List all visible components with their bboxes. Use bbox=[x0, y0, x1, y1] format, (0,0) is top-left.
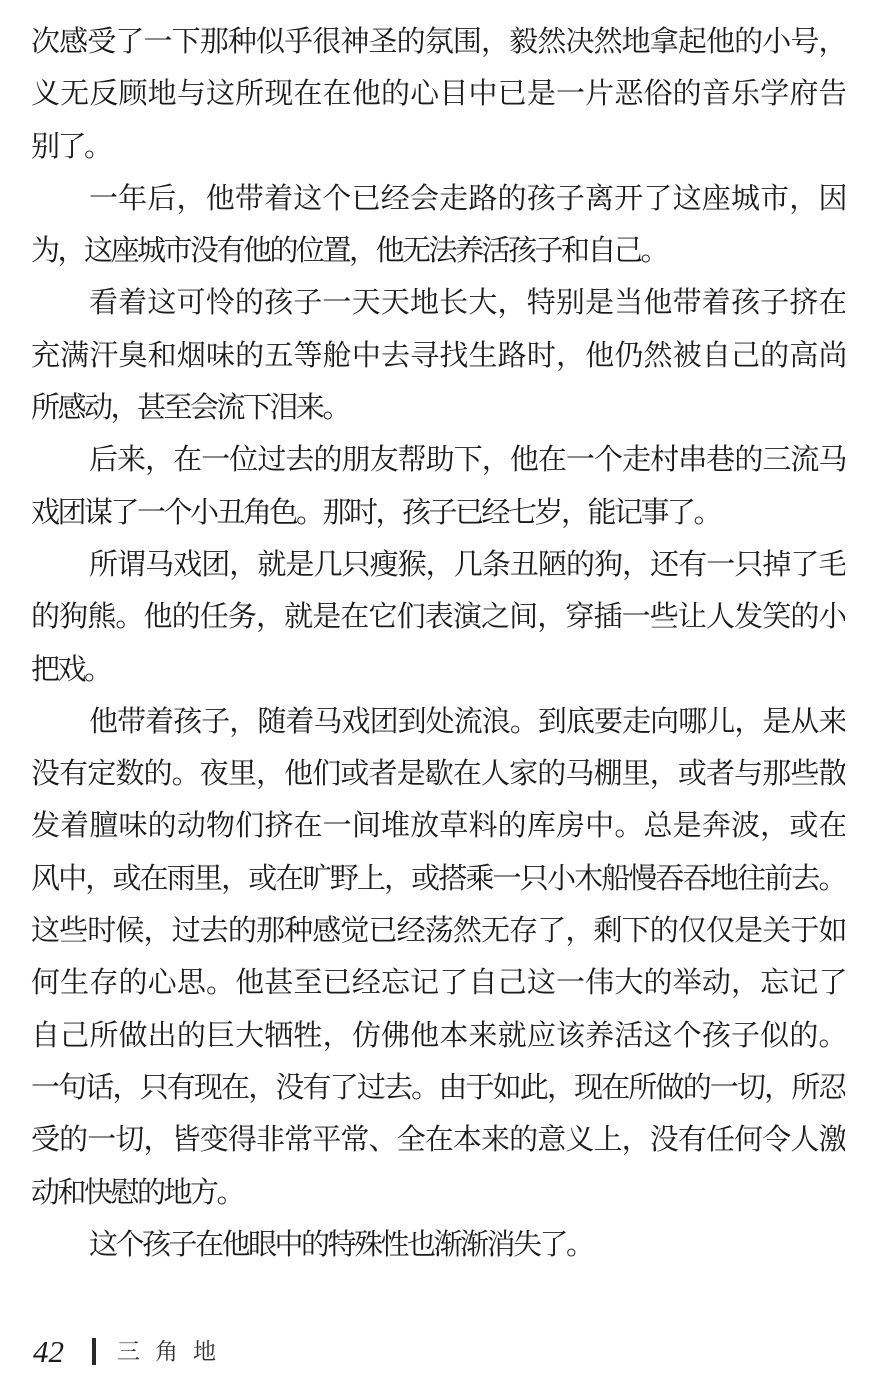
text-line: 戏团谋了一个小丑角色。那时，孩子已经七岁，能记事了。 bbox=[31, 496, 721, 529]
footer-separator-bar bbox=[92, 1338, 96, 1365]
text-line: 把戏。 bbox=[31, 653, 111, 686]
text-lines bbox=[31, 16, 845, 1271]
text-line: 他带着孩子，随着马戏团到处流浪。到底要走向哪儿，是从来 bbox=[89, 705, 845, 738]
text-line: 受的一切，皆变得非常平常、全在本来的意义上，没有任何令人激 bbox=[31, 1124, 845, 1157]
text-line: 次感受了一下那种似乎很神圣的氛围，毅然决然地拿起他的小号， bbox=[31, 26, 845, 58]
text-line: 所谓马戏团，就是几只瘦猴，几条丑陋的狗，还有一只掉了毛 bbox=[89, 548, 845, 581]
text-line: 这个孩子在他眼中的特殊性也渐渐消失了。 bbox=[89, 1228, 593, 1261]
text-line: 发着膻味的动物们挤在一间堆放草料的库房中。总是奔波，或在 bbox=[31, 810, 845, 843]
text-line: 动和快慰的地方。 bbox=[31, 1176, 244, 1209]
text-line: 自己所做出的巨大牺牲，仿佛他本来就应该养活这个孩子似的。 bbox=[31, 1019, 845, 1052]
text-line: 的狗熊。他的任务，就是在它们表演之间，穿插一些让人发笑的小 bbox=[31, 601, 845, 634]
text-line: 没有定数的。夜里，他们或者是歇在人家的马棚里，或者与那些散 bbox=[31, 758, 845, 791]
book-title: 三角地 bbox=[117, 1338, 231, 1364]
text-line: 所感动，甚至会流下泪来。 bbox=[31, 392, 350, 425]
text-line: 义无反顾地与这所现在在他的心目中已是一片恶俗的音乐学府告 bbox=[31, 78, 845, 111]
text-line: 后来，在一位过去的朋友帮助下，他在一个走村串巷的三流马 bbox=[89, 444, 845, 477]
text-line: 风中，或在雨里，或在旷野上，或搭乘一只小木船慢吞吞地往前去。 bbox=[31, 862, 845, 895]
text-line: 一句话，只有现在，没有了过去。由于如此，现在所做的一切，所忍 bbox=[31, 1071, 845, 1104]
text-line: 充满汗臭和烟味的五等舱中去寻找生路时，他仍然被自己的高尚 bbox=[31, 339, 845, 372]
text-line: 为，这座城市没有他的位置，他无法养活孩子和自己。 bbox=[31, 235, 668, 268]
text-line: 这些时候，过去的那种感觉已经荡然无存了，剩下的仅仅是关于如 bbox=[31, 915, 845, 948]
text-line: 别了。 bbox=[31, 130, 111, 163]
page-number: 42 bbox=[33, 1333, 64, 1369]
text-line: 看着这可怜的孩子一天天地长大，特别是当他带着孩子挤在 bbox=[89, 287, 845, 320]
page-footer bbox=[33, 1333, 231, 1369]
text-line: 何生存的心思。他甚至已经忘记了自己这一伟大的举动，忘记了 bbox=[31, 967, 845, 1000]
text-line: 一年后，他带着这个已经会走路的孩子离开了这座城市，因 bbox=[89, 182, 845, 215]
